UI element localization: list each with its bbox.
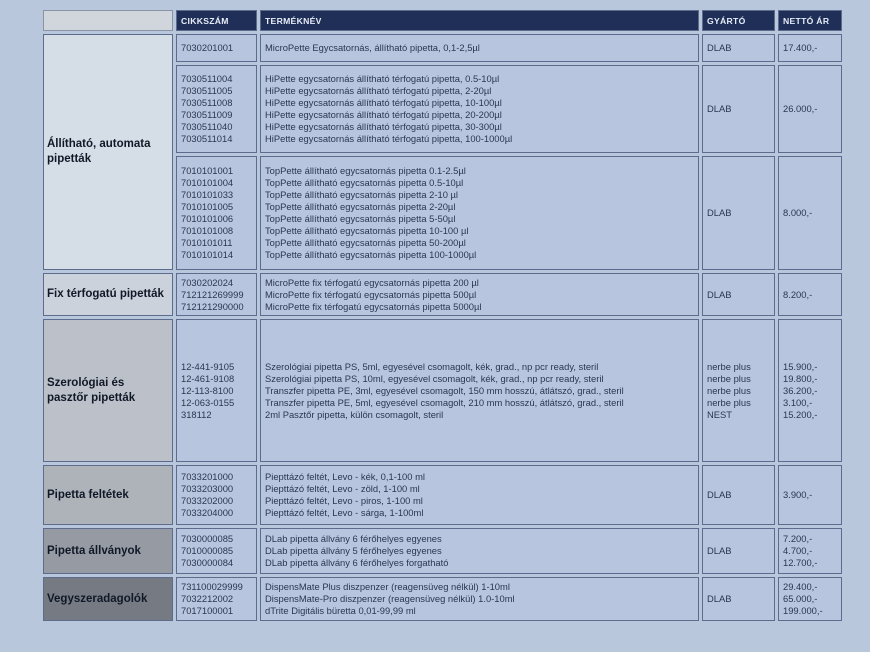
category-label: Pipetta állványok: [43, 528, 173, 574]
manufacturer-line: nerbe plus: [707, 372, 751, 384]
sku-line: 7030000084: [181, 557, 234, 568]
product-name-line: MicroPette fix térfogatú egycsatornás pipetta 200 µl: [265, 276, 479, 288]
manufacturer-line: nerbe plus: [707, 396, 751, 408]
price-cell: [778, 65, 842, 153]
sku-line: 318112: [181, 408, 212, 420]
product-name-line: TopPette állítható egycsatornás pipetta 2-10 µl: [265, 189, 459, 200]
product-name-line: HiPette egycsatornás állítható térfogatú pipetta, 30-300µl: [265, 121, 502, 132]
sku-line: 7030511014: [181, 133, 233, 144]
price-list-table: [40, 7, 845, 624]
manufacturer-line: DLAB: [707, 103, 732, 114]
price-line: 19.800,-: [783, 372, 818, 384]
manufacturer-cell: [702, 465, 775, 525]
manufacturer-cell: [702, 273, 775, 316]
product-group-row: [43, 273, 842, 316]
header-product-name: TERMÉKNÉV: [260, 10, 699, 31]
product-name-line: Piepttázó feltét, Levo - zöld, 1-100 ml: [265, 483, 420, 494]
header-net-price: NETTÓ ÁR: [778, 10, 842, 31]
product-name-line: Transzfer pipetta PE, 5ml, egyesével csomagolt, 210 mm hosszú, átlátszó, grad., steril: [265, 396, 624, 408]
manufacturer-cell: [702, 34, 775, 62]
product-name-cell: [260, 465, 699, 525]
price-line: 3.900,-: [783, 489, 813, 500]
manufacturer-cell: [702, 65, 775, 153]
sku-line: 7030201001: [181, 42, 234, 53]
sku-line: 712121290000: [181, 300, 244, 312]
sku-line: 7033201000: [181, 471, 234, 482]
sku-cell: [176, 465, 257, 525]
product-name-line: TopPette állítható egycsatornás pipetta 2-20µl: [265, 201, 456, 212]
sku-line: 7030511005: [181, 85, 233, 96]
header-manufacturer: GYÁRTÓ: [702, 10, 775, 31]
price-cell: [778, 528, 842, 574]
sku-line: 7030511040: [181, 121, 233, 132]
sku-line: 7030202024: [181, 276, 234, 288]
manufacturer-line: DLAB: [707, 545, 732, 556]
header-category: [43, 10, 173, 31]
sku-line: 7010101008: [181, 225, 234, 236]
product-name-cell: [260, 156, 699, 270]
manufacturer-cell: [702, 528, 775, 574]
price-cell: [778, 273, 842, 316]
manufacturer-line: DLAB: [707, 207, 732, 218]
price-line: 15.900,-: [783, 360, 818, 372]
product-group-row: [43, 319, 842, 462]
product-name-line: 2ml Pasztőr pipetta, külön csomagolt, steril: [265, 408, 444, 420]
price-line: 17.400,-: [783, 42, 818, 53]
price-list-body: [43, 34, 842, 621]
product-name-line: TopPette állítható egycsatornás pipetta 5-50µl: [265, 213, 456, 224]
product-name-line: HiPette egycsatornás állítható térfogatú pipetta, 2-20µl: [265, 85, 492, 96]
sku-line: 7010101005: [181, 201, 234, 212]
price-cell: [778, 465, 842, 525]
sku-line: 7033202000: [181, 495, 234, 506]
product-group-row: [43, 528, 842, 574]
sku-line: 7033204000: [181, 507, 234, 518]
price-line: 26.000,-: [783, 103, 818, 114]
product-name-line: TopPette állítható egycsatornás pipetta 50-200µl: [265, 237, 466, 248]
sku-line: 12-063-0155: [181, 396, 235, 408]
sku-line: 7030511004: [181, 73, 233, 84]
price-cell: [778, 34, 842, 62]
category-label: Szerológiai és pasztőr pipetták: [43, 319, 173, 462]
sku-cell: [176, 156, 257, 270]
price-line: 3.100,-: [783, 396, 813, 408]
product-name-line: DLab pipetta állvány 5 férőhelyes egyenes: [265, 545, 442, 556]
sku-cell: [176, 65, 257, 153]
product-name-line: TopPette állítható egycsatornás pipetta 0.5-10µl: [265, 177, 464, 188]
sku-cell: [176, 528, 257, 574]
product-name-line: HiPette egycsatornás állítható térfogatú pipetta, 20-200µl: [265, 109, 502, 120]
manufacturer-line: DLAB: [707, 288, 732, 300]
price-cell: [778, 577, 842, 621]
product-name-line: Szerológiai pipetta PS, 10ml, egyesével csomagolt, kék, grad., np pcr ready, steril: [265, 372, 604, 384]
sku-line: 7010101033: [181, 189, 234, 200]
sku-line: 7010101011: [181, 237, 233, 248]
price-line: 12.700,-: [783, 557, 818, 568]
product-group-row: [43, 34, 842, 62]
product-name-line: dTrite Digitális büretta 0,01-99,99 ml: [265, 605, 416, 616]
sku-line: 7010101006: [181, 213, 234, 224]
product-name-line: HiPette egycsatornás állítható térfogatú pipetta, 10-100µl: [265, 97, 502, 108]
product-name-line: Piepttázó feltét, Levo - sárga, 1-100ml: [265, 507, 424, 518]
product-name-cell: [260, 65, 699, 153]
price-line: 8.200,-: [783, 288, 813, 300]
manufacturer-line: nerbe plus: [707, 360, 751, 372]
sku-cell: [176, 273, 257, 316]
product-group-row: [43, 577, 842, 621]
price-line: 8.000,-: [783, 207, 813, 218]
sku-line: 7010101014: [181, 249, 234, 260]
price-cell: [778, 156, 842, 270]
manufacturer-line: DLAB: [707, 593, 732, 604]
product-name-line: DispensMate-Pro diszpenzer (reagensüveg nélkül) 1.0-10ml: [265, 593, 515, 604]
sku-line: 7033203000: [181, 483, 234, 494]
category-label: Pipetta feltétek: [43, 465, 173, 525]
header-row: [43, 10, 842, 31]
manufacturer-line: NEST: [707, 408, 733, 420]
product-name-cell: [260, 528, 699, 574]
product-name-cell: [260, 319, 699, 462]
price-line: 7.200,-: [783, 533, 813, 544]
product-name-cell: [260, 273, 699, 316]
sku-line: 7010101001: [181, 165, 234, 176]
category-label: Fix térfogatú pipetták: [43, 273, 173, 316]
product-name-line: DispensMate Plus diszpenzer (reagensüveg nélkül) 1-10ml: [265, 581, 510, 592]
price-line: 15.200,-: [783, 408, 818, 420]
sku-line: 12-113-8100: [181, 384, 234, 396]
product-group-row: [43, 465, 842, 525]
sku-line: 12-461-9108: [181, 372, 235, 384]
price-line: 36.200,-: [783, 384, 818, 396]
category-label: Állítható, automata pipetták: [43, 34, 173, 270]
manufacturer-line: DLAB: [707, 489, 732, 500]
product-name-cell: [260, 577, 699, 621]
product-name-line: Szerológiai pipetta PS, 5ml, egyesével csomagolt, kék, grad., np pcr ready, steril: [265, 360, 599, 372]
price-line: 29.400,-: [783, 581, 818, 592]
manufacturer-cell: [702, 156, 775, 270]
product-name-line: Transzfer pipetta PE, 3ml, egyesével csomagolt, 150 mm hosszú, átlátszó, grad., steril: [265, 384, 624, 396]
sku-line: 731100029999: [181, 581, 243, 592]
sku-line: 7030511009: [181, 109, 233, 120]
price-line: 65.000,-: [783, 593, 818, 604]
product-name-line: HiPette egycsatornás állítható térfogatú pipetta, 0.5-10µl: [265, 73, 500, 84]
sku-line: 7032212002: [181, 593, 234, 604]
manufacturer-cell: [702, 577, 775, 621]
sku-cell: [176, 577, 257, 621]
sku-cell: [176, 34, 257, 62]
sku-line: 7030511008: [181, 97, 233, 108]
sku-line: 7017100001: [181, 605, 234, 616]
sku-cell: [176, 319, 257, 462]
product-name-line: Piepttázó feltét, Levo - piros, 1-100 ml: [265, 495, 423, 506]
price-line: 199.000,-: [783, 605, 823, 616]
product-name-line: TopPette állítható egycsatornás pipetta 0.1-2.5µl: [265, 165, 466, 176]
category-label: Vegyszeradagolók: [43, 577, 173, 621]
price-cell: [778, 319, 842, 462]
manufacturer-line: nerbe plus: [707, 384, 751, 396]
product-name-line: DLab pipetta állvány 6 férőhelyes egyenes: [265, 533, 442, 544]
product-name-line: HiPette egycsatornás állítható térfogatú pipetta, 100-1000µl: [265, 133, 513, 144]
product-name-line: MicroPette fix térfogatú egycsatornás pipetta 500µl: [265, 288, 477, 300]
product-name-line: DLab pipetta állvány 6 férőhelyes forgatható: [265, 557, 449, 568]
product-name-line: MicroPette Egycsatornás, állítható pipetta, 0,1-2,5µl: [265, 42, 480, 53]
product-name-line: Piepttázó feltét, Levo - kék, 0,1-100 ml: [265, 471, 425, 482]
product-name-cell: [260, 34, 699, 62]
manufacturer-cell: [702, 319, 775, 462]
sku-line: 712121269999: [181, 288, 244, 300]
price-line: 4.700,-: [783, 545, 813, 556]
product-name-line: MicroPette fix térfogatú egycsatornás pipetta 5000µl: [265, 300, 482, 312]
header-sku: CIKKSZÁM: [176, 10, 257, 31]
sku-line: 7030000085: [181, 533, 234, 544]
sku-line: 12-441-9105: [181, 360, 235, 372]
product-name-line: TopPette állítható egycsatornás pipetta 100-1000µl: [265, 249, 477, 260]
product-name-line: TopPette állítható egycsatornás pipetta 10-100 µl: [265, 225, 469, 236]
manufacturer-line: DLAB: [707, 42, 732, 53]
sku-line: 7010000085: [181, 545, 234, 556]
sku-line: 7010101004: [181, 177, 234, 188]
